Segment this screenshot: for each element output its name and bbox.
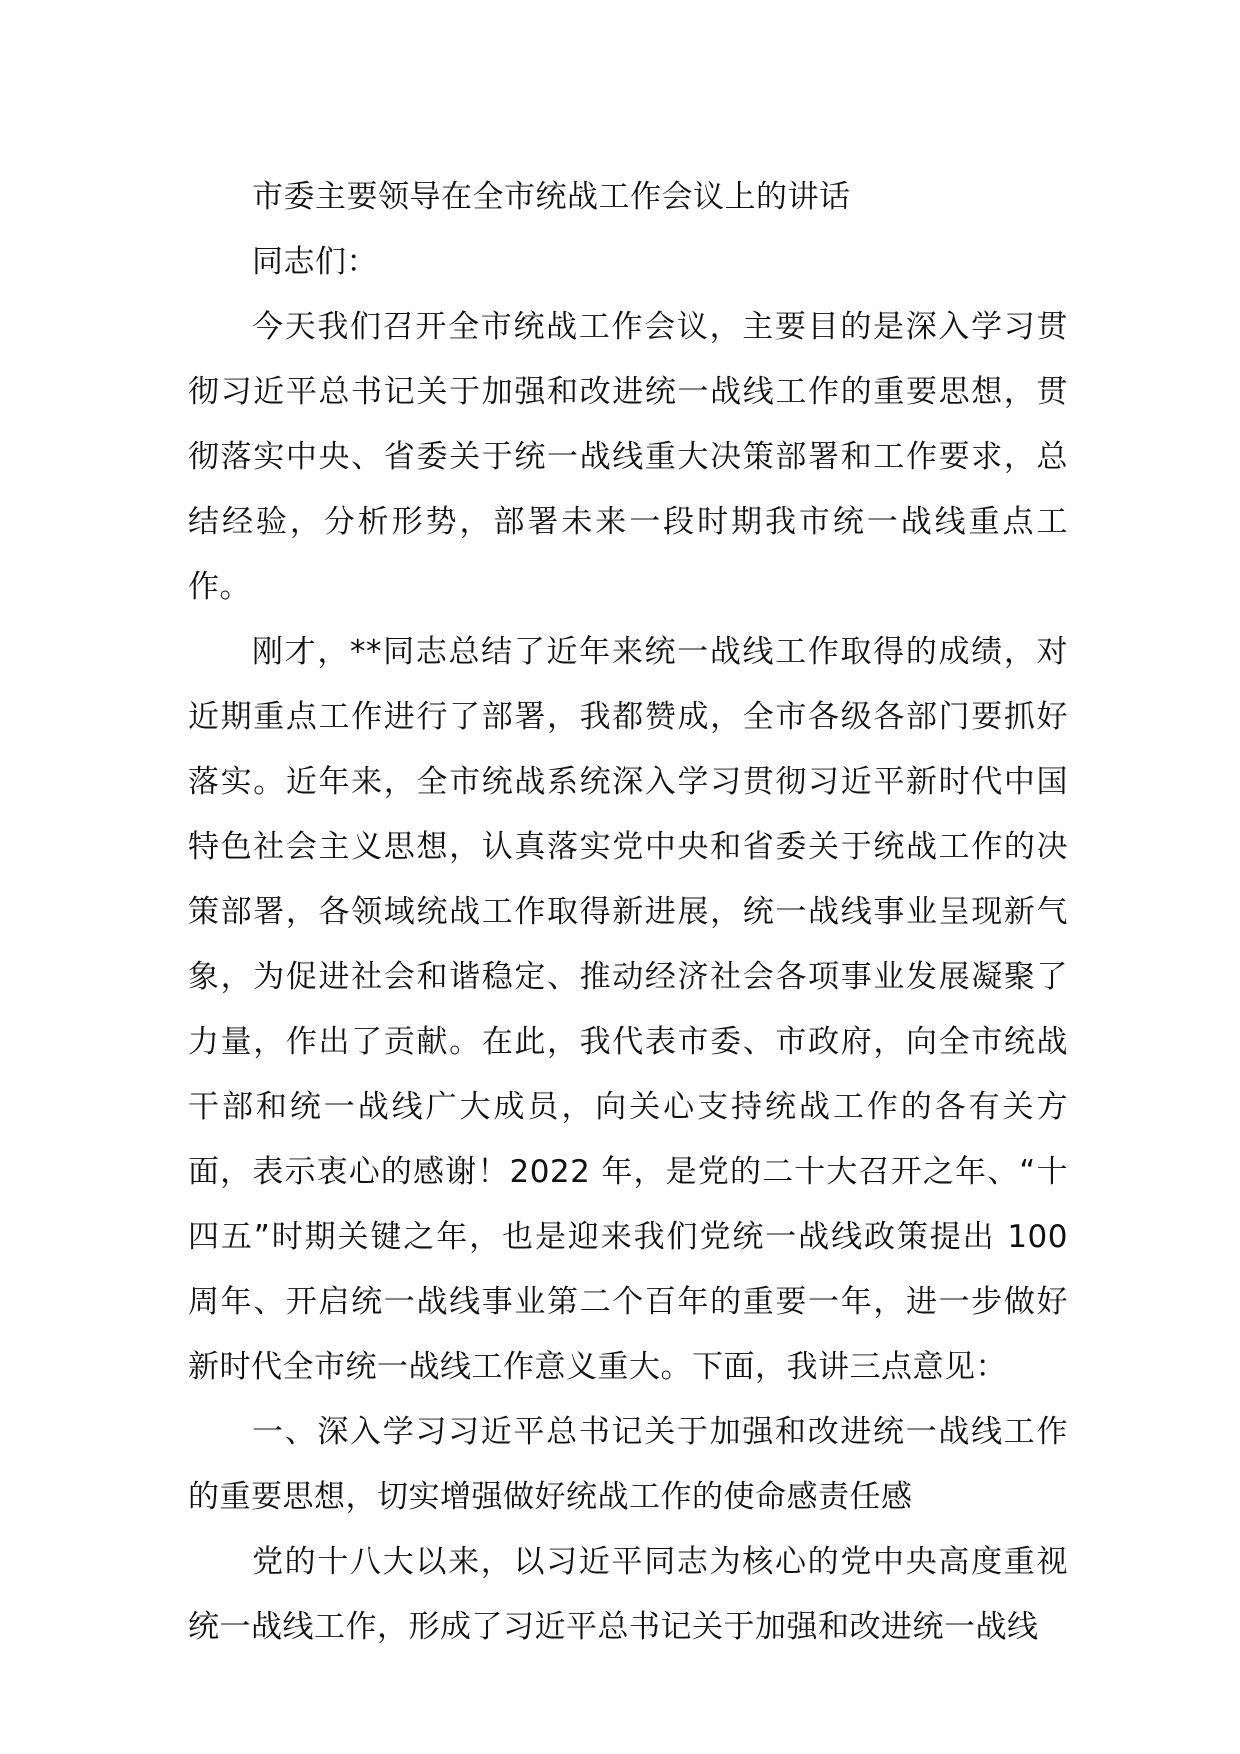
salutation: 同志们： <box>252 244 378 280</box>
section-heading-one: 一、深入学习习近平总书记关于加强和改进统一战线工作的重要思想，切实增强做好统战工作的使命感责任感 <box>188 1414 1068 1515</box>
paragraph-section-one: 党的十八大以来，以习近平同志为核心的党中央高度重视统一战线工作，形成了习近平总书记关于加强和改进统一战线 <box>188 1544 1068 1645</box>
document-body <box>188 165 1068 1660</box>
paragraph-review: 刚才，**同志总结了近年来统一战线工作取得的成绩，对近期重点工作进行了部署，我都赞成，全市各级各部门要抓好落实。近年来，全市统战系统深入学习贯彻习近平新时代中国特色社会主义思想，认真落实党中央和省委关于统战工作的决策部署，各领域统战工作取得新进展，统一战线事业呈现新气象，为促进社会和谐稳定、推动经济社会各项事业发展凝聚了力量，作出了贡献。在此，我代表市委、市政府，向全市统战干部和统一战线广大成员，向关心支持统战工作的各有关方面，表示衷心的感谢！2022 年，是党的二十大召开之年、“十四五”时期关键之年，也是迎来我们党统一战线政策提出 100 周年、开启统一战线事业第二个百年的重要一年，进一步做好新时代全市统一战线工作意义重大。下面，我讲三点意见： <box>188 634 1068 1385</box>
document-title: 市委主要领导在全市统战工作会议上的讲话 <box>252 179 851 215</box>
paragraph-opening: 今天我们召开全市统战工作会议，主要目的是深入学习贯彻习近平总书记关于加强和改进统一战线工作的重要思想，贯彻落实中央、省委关于统一战线重大决策部署和工作要求，总结经验，分析形势，部署未来一段时期我市统一战线重点工作。 <box>188 309 1068 605</box>
